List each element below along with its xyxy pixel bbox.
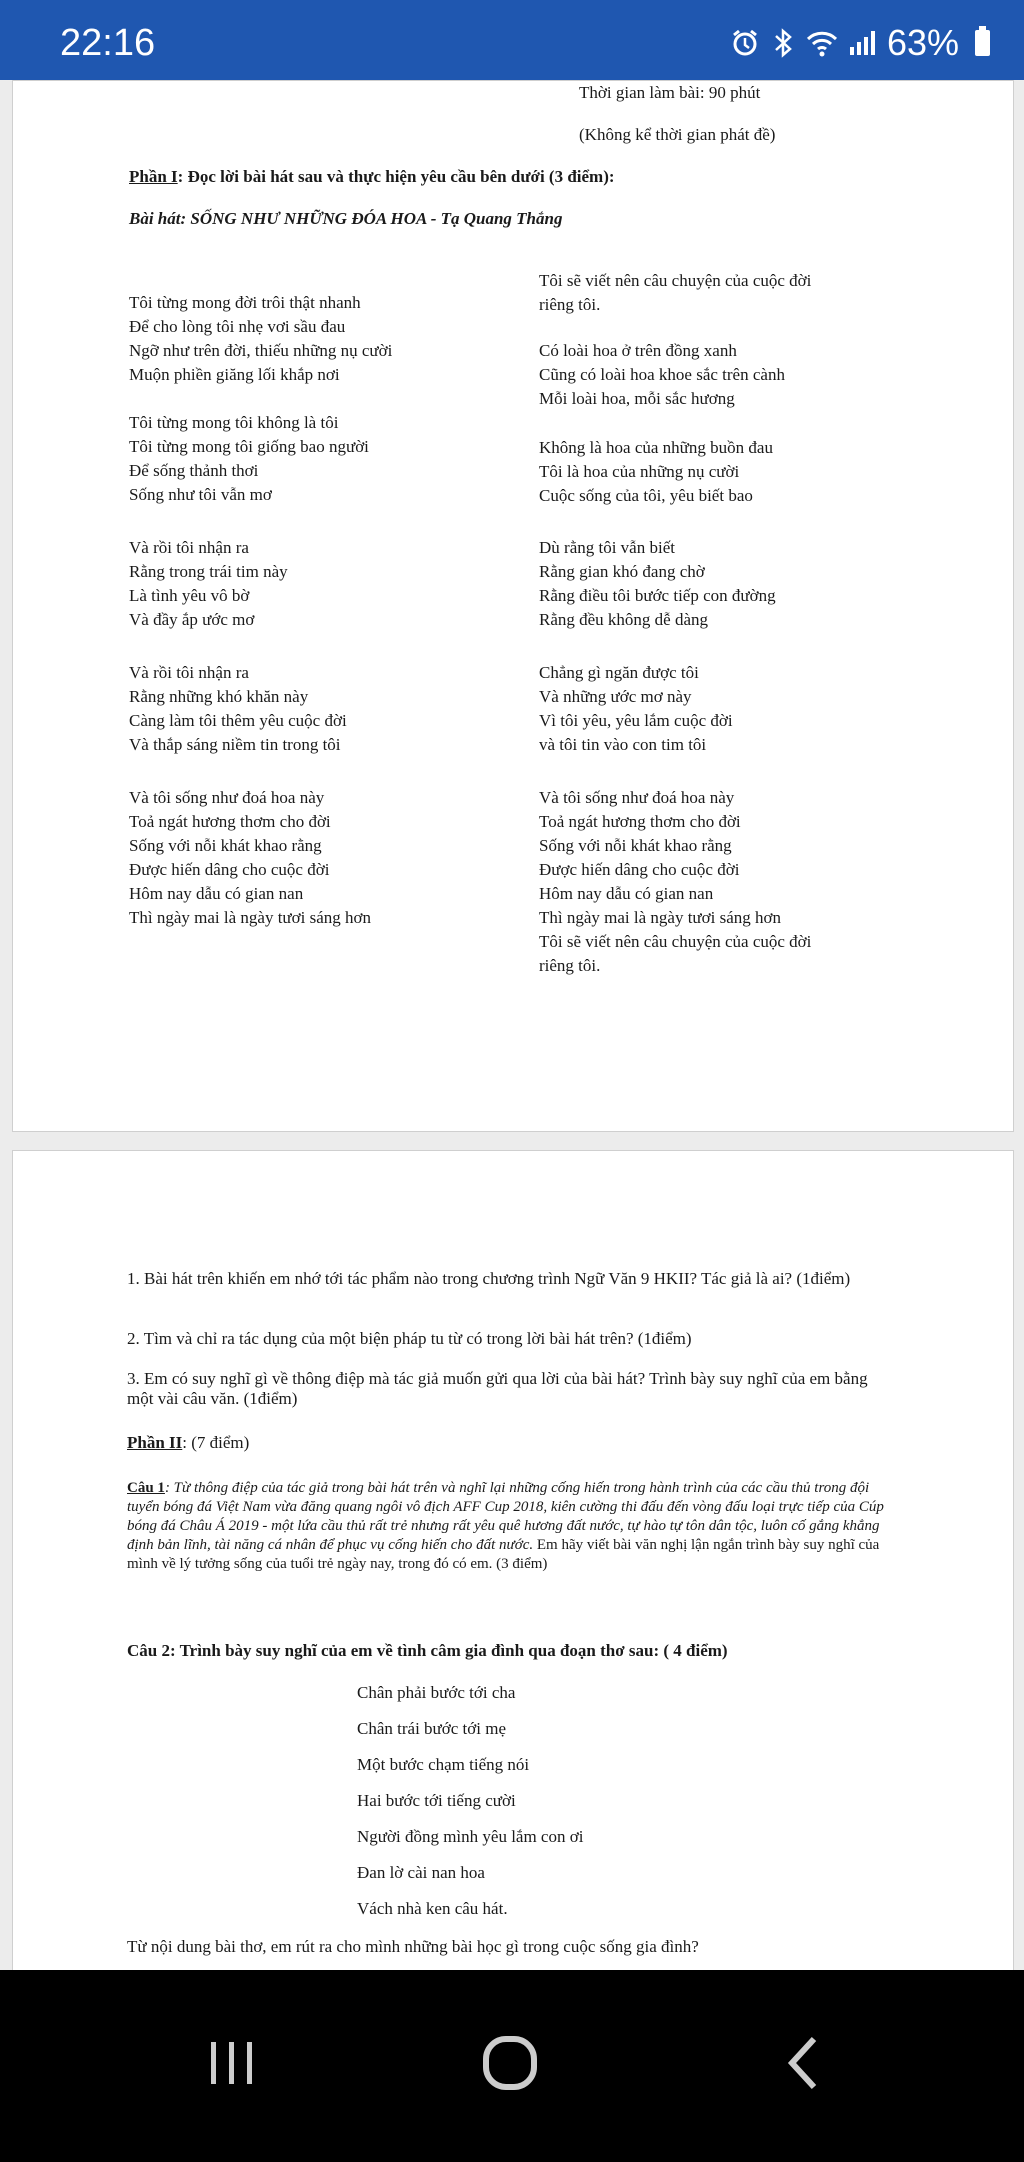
section2-heading: Phần II: (7 điểm) bbox=[127, 1433, 250, 1452]
back-icon bbox=[784, 2033, 824, 2093]
recent-apps-icon bbox=[205, 2038, 259, 2088]
lyrics-right-stanza-4: Dù rằng tôi vẫn biết Rằng gian khó đang chờ Rằng điều tôi bước tiếp con đường Rằng đều không dễ dàng bbox=[539, 538, 776, 629]
document-page-1 bbox=[12, 80, 1014, 1132]
song-title: Bài hát: SỐNG NHƯ NHỮNG ĐÓA HOA - Tạ Quang Thắng bbox=[129, 209, 563, 228]
lyrics-left-stanza-2: Tôi từng mong tôi không là tôi Tôi từng mong tôi giống bao người Để sống thảnh thơi Sống như tôi vẫn mơ bbox=[129, 413, 369, 504]
home-button[interactable] bbox=[470, 2028, 550, 2098]
wifi-icon bbox=[806, 29, 838, 57]
lyrics-right-stanza-2: Có loài hoa ở trên đồng xanh Cũng có loài hoa khoe sắc trên cành Mỗi loài hoa, mỗi sắc hương bbox=[539, 341, 785, 408]
poem-line: Chân trái bước tới mẹ bbox=[357, 1719, 506, 1738]
exam-note: (Không kể thời gian phát đề) bbox=[579, 125, 776, 144]
lyrics-left-stanza-4: Và rồi tôi nhận ra Rằng những khó khăn này Càng làm tôi thêm yêu cuộc đời Và thắp sáng niềm tin trong tôi bbox=[129, 663, 347, 754]
closing-question: Từ nội dung bài thơ, em rút ra cho mình những bài học gì trong cuộc sống gia đình? bbox=[127, 1937, 699, 1956]
back-button[interactable] bbox=[764, 2028, 844, 2098]
cau2-heading: Câu 2: Trình bày suy nghĩ của em về tình câm gia đình qua đoạn thơ sau: ( 4 điểm) bbox=[127, 1641, 728, 1660]
poem-line: Hai bước tới tiếng cười bbox=[357, 1791, 516, 1810]
battery-percent: 63% bbox=[886, 22, 959, 63]
lyrics-right-stanza-6: Và tôi sống như đoá hoa này Toả ngát hương thơm cho đời Sống với nỗi khát khao rằng Được hiến dâng cho cuộc đời Hôm nay dẫu có gian nan Thì ngày mai là ngày tươi sáng hơn Tôi sẽ viết nên câu chuyện của cuộc đời riêng tôi. bbox=[539, 788, 812, 975]
recent-apps-button[interactable] bbox=[192, 2028, 272, 2098]
question-2: 2. Tìm và chỉ ra tác dụng của một biện pháp tu từ có trong lời bài hát trên? (1điểm) bbox=[127, 1329, 692, 1348]
cau1-paragraph: Câu 1: Từ thông điệp của tác giả trong bài hát trên và nghĩ lại những cống hiến trong hành trình của các cầu thủ trong đội tuyển bóng đá Việt Nam vừa đăng quang ngôi vô địch AFF Cup 2018, kiên cường thi đấu đến vòng đấu loại trực tiếp của Cúp bóng đá Châu Á 2019 - một lứa cầu thủ rất trẻ nhưng rất yêu quê hương đất nước, tự hào tự tôn dân tộc, luôn cố gắng khẳng định bản lĩnh, tài năng cá nhân để phục vụ cống hiến cho đất nước. Em hãy viết bài văn nghị lận ngắn trình bày suy nghĩ của mình về lý tưởng sống của tuổi trẻ ngày nay, trong đó có em. (3 điểm) bbox=[127, 1480, 884, 1572]
poem-line: Người đồng mình yêu lắm con ơi bbox=[357, 1827, 584, 1846]
signal-icon bbox=[850, 31, 875, 55]
battery-icon bbox=[975, 30, 990, 56]
lyrics-right-stanza-1: Tôi sẽ viết nên câu chuyện của cuộc đời riêng tôi. bbox=[539, 271, 812, 314]
exam-time: Thời gian làm bài: 90 phút bbox=[579, 83, 761, 102]
lyrics-right-stanza-3: Không là hoa của những buồn đau Tôi là hoa của những nụ cười Cuộc sống của tôi, yêu biết bao bbox=[539, 438, 773, 505]
lyrics-left-stanza-5: Và tôi sống như đoá hoa này Toả ngát hương thơm cho đời Sống với nỗi khát khao rằng Được hiến dâng cho cuộc đời Hôm nay dẫu có gian nan Thì ngày mai là ngày tươi sáng hơn bbox=[129, 788, 372, 927]
question-3: 3. Em có suy nghĩ gì về thông điệp mà tác giả muốn gửi qua lời của bài hát? Trình bày suy nghĩ của em bằng một vài câu văn. (1điểm) bbox=[127, 1369, 868, 1408]
alarm-icon bbox=[730, 28, 760, 58]
poem-line: Chân phải bước tới cha bbox=[357, 1683, 516, 1702]
navigation-bar bbox=[0, 1970, 1024, 2162]
clock: 22:16 bbox=[60, 22, 156, 64]
lyrics-left-stanza-1: Tôi từng mong đời trôi thật nhanh Để cho lòng tôi nhẹ vơi sầu đau Ngỡ như trên đời, thiếu những nụ cười Muộn phiền giăng lối khắp nơi bbox=[129, 293, 393, 384]
poem-line: Đan lờ cài nan hoa bbox=[357, 1863, 485, 1882]
lyrics-right-stanza-5: Chẳng gì ngăn được tôi Và những ước mơ này Vì tôi yêu, yêu lắm cuộc đời và tôi tin vào con tim tôi bbox=[539, 663, 733, 754]
document-page-2 bbox=[12, 1150, 1014, 1972]
lyrics-left-stanza-3: Và rồi tôi nhận ra Rằng trong trái tim này Là tình yêu vô bờ Và đầy ắp ước mơ bbox=[129, 538, 288, 629]
status-bar bbox=[0, 0, 1024, 80]
bluetooth-icon bbox=[772, 28, 794, 58]
home-icon bbox=[478, 2031, 542, 2095]
question-1: 1. Bài hát trên khiến em nhớ tới tác phẩm nào trong chương trình Ngữ Văn 9 HKII? Tác giả là ai? (1điểm) bbox=[127, 1269, 851, 1288]
poem-line: Một bước chạm tiếng nói bbox=[357, 1755, 530, 1774]
section1-heading: Phần I: Đọc lời bài hát sau và thực hiện yêu cầu bên dưới (3 điểm): bbox=[129, 167, 615, 186]
poem-line: Vách nhà ken câu hát. bbox=[357, 1899, 508, 1918]
